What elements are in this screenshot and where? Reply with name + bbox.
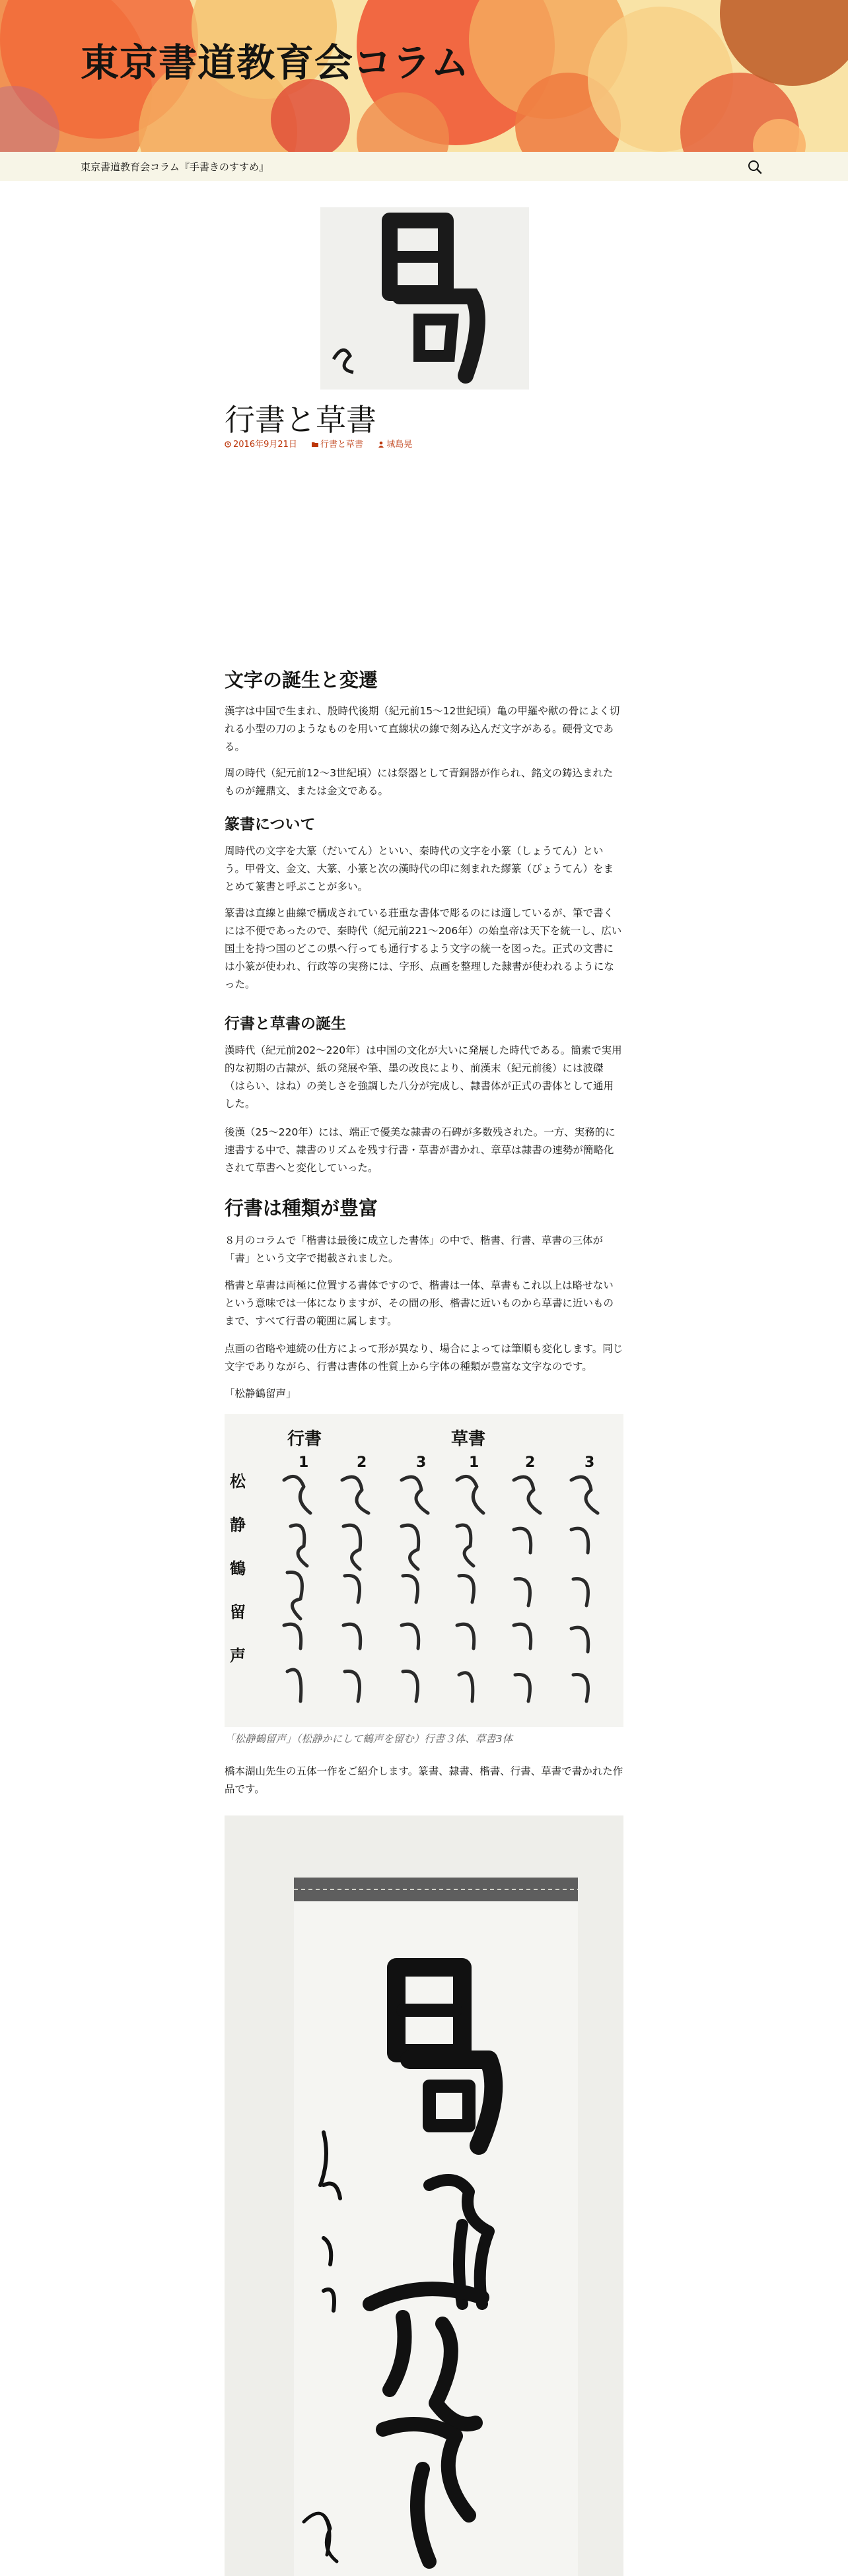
label-char: 声 bbox=[230, 1646, 246, 1665]
paragraph: 篆書は直線と曲線で構成されている荘重な書体で彫るのには適しているが、筆で書くには不便であったので、秦時代（紀元前221〜206年）の始皇帝は天下を統一し、広い国土を持つ国のどこの県へ行っても通行するよう文字の統一を図った。正式の文書には小篆が使われ、行政等の実務には、字形、点画を整理した隷書が使われるようになった。 bbox=[225, 907, 622, 990]
label-char: 静 bbox=[230, 1516, 246, 1534]
post-category[interactable] bbox=[312, 440, 366, 450]
label-char: 鶴 bbox=[230, 1559, 246, 1578]
nav-link-home[interactable]: 東京書道教育会コラム『手書きのすすめ』 bbox=[81, 161, 269, 173]
figure-caption: 「松静鶴留声」（松静かにして鶴声を留む）行書３体、草書3体 bbox=[225, 1733, 513, 1745]
paragraph: 楷書と草書は両極に位置する書体ですので、楷書は一体、草書もこれ以上は略せないという意味では一体になりますが、その間の形、楷書に近いものから草書に近いものまで、すべて行書の範囲に属します。 bbox=[225, 1279, 614, 1327]
column-number: 3 bbox=[584, 1454, 595, 1471]
search-button[interactable] bbox=[745, 157, 765, 177]
paragraph: 周時代の文字を大篆（だいてん）といい、秦時代の文字を小篆（しょうてん）という。甲骨文、金文、大篆、小篆と次の漢時代の印に刻まれた繆篆（びょうてん）をまとめて篆書と呼ぶことが多い。 bbox=[225, 845, 614, 893]
column-number: 1 bbox=[469, 1454, 479, 1471]
post-date[interactable] bbox=[225, 440, 300, 450]
post-title: 行書と草書 bbox=[225, 402, 376, 438]
folder-icon bbox=[312, 441, 318, 448]
paragraph: 「松静鶴留声」 bbox=[225, 1388, 297, 1400]
gyosho-label: 行書 bbox=[287, 1429, 322, 1449]
heading-variety: 行書は種類が豊富 bbox=[225, 1197, 378, 1219]
user-icon bbox=[378, 441, 384, 448]
paragraph: 点画の省略や連続の仕方によって形が異なり、場合によっては筆順も変化します。同じ文字でありながら、行書は書体の性質上から字体の種類が豊富な文字なのです。 bbox=[225, 1343, 623, 1373]
paragraph: 周の時代（紀元前12〜3世紀頃）には祭器として青銅器が作られ、銘文の鋳込まれたものが鐘鼎文、または金文である。 bbox=[225, 767, 614, 797]
paragraph: 漢時代（紀元前202〜220年）は中国の文化が大いに発展した時代である。簡素で実用的な初期の古隷が、紙の発展や筆、墨の改良により、前漢末（紀元前後）には波磔（はらい、はね）の美しさを強調した八分が完成し、隷書体が正式の書体として通用した。 bbox=[225, 1044, 622, 1110]
site-title[interactable]: 東京書道教育会コラム bbox=[81, 40, 470, 85]
paragraph: ８月のコラムで「楷書は最後に成立した書体」の中で、楷書、行書、草書の三体が「書」という文字で掲載されました。 bbox=[225, 1235, 604, 1264]
calligraphy-comparison-figure bbox=[225, 1414, 623, 1727]
sosho-label: 草書 bbox=[451, 1429, 486, 1449]
featured-calligraphy-image bbox=[320, 207, 529, 390]
clock-icon bbox=[225, 441, 231, 448]
column-number: 1 bbox=[299, 1454, 309, 1471]
scroll-calligraphy-image bbox=[225, 1815, 623, 2576]
label-char: 留 bbox=[230, 1603, 246, 1621]
column-number: 3 bbox=[416, 1454, 427, 1471]
navbar bbox=[0, 152, 848, 181]
paragraph: 橋本湖山先生の五体一作をご紹介します。篆書、隷書、楷書、行書、草書で書かれた作品です。 bbox=[225, 1765, 623, 1795]
heading-gyosho: 行書と草書の誕生 bbox=[225, 1015, 346, 1033]
column-number: 2 bbox=[357, 1454, 367, 1471]
search-icon bbox=[745, 157, 765, 177]
post-date-text: 2016年9月21日 bbox=[233, 440, 297, 450]
site-header bbox=[0, 0, 848, 152]
label-char: 松 bbox=[230, 1472, 246, 1491]
paragraph: 漢字は中国で生まれ、殷時代後期（紀元前15〜12世紀頃）亀の甲羅や獣の骨によく切れる小型の刀のようなものを用いて直線状の線で刻み込んだ文字がある。硬骨文である。 bbox=[225, 705, 620, 753]
heading-birth: 文字の誕生と変遷 bbox=[225, 669, 378, 691]
post-author[interactable] bbox=[378, 440, 412, 450]
column-number: 2 bbox=[525, 1454, 536, 1471]
paragraph: 後漢（25〜220年）には、端正で優美な隷書の石碑が多数残された。一方、実務的に速書する中で、隷書のリズムを残す行書・草書が書かれ、章草は隷書の速勢が簡略化されて草書へと変化していった。 bbox=[225, 1126, 616, 1174]
post-category-text: 行書と草書 bbox=[320, 440, 364, 450]
heading-tensho: 篆書について bbox=[225, 816, 316, 833]
post-author-text: 城島晃 bbox=[386, 440, 413, 450]
post-meta bbox=[225, 437, 424, 450]
